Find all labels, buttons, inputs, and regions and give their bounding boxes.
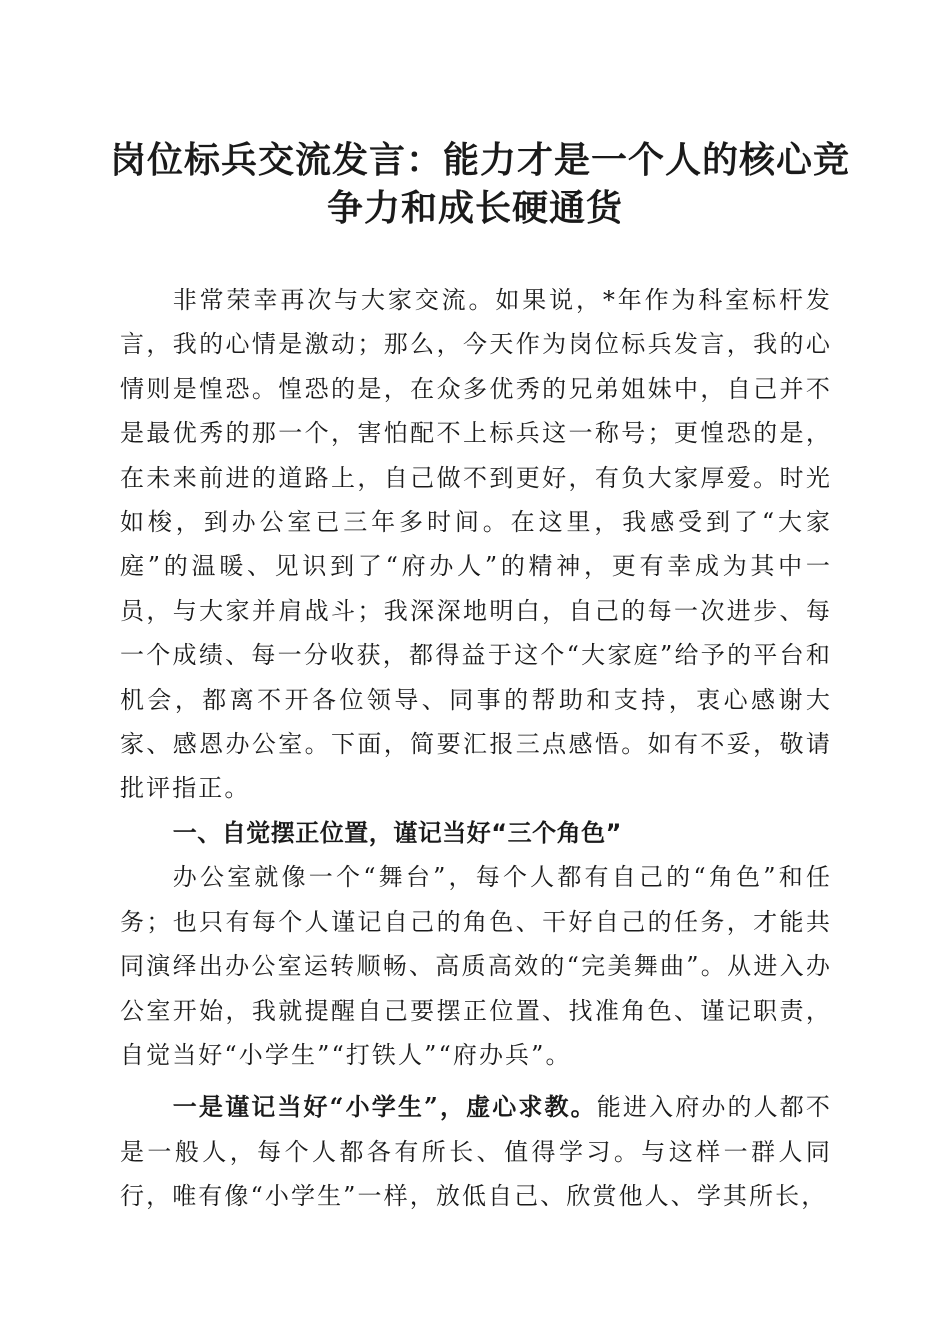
paragraph-point-1-text: 能进入府办的人都不是一般人，每个人都各有所长、值得学习。与这样一群人同行，唯有像“小学生”一样，放低自己、欣赏他人、学其所长， (120, 1093, 832, 1211)
document-body (120, 278, 832, 1219)
paragraph-point-1 (120, 1085, 832, 1218)
document-title (110, 136, 851, 232)
section-heading-1: 一、自觉摆正位置，谨记当好“三个角色” (172, 818, 622, 847)
paragraph-point-1-lead: 一是谨记当好“小学生”，虚心求教。 (172, 1092, 597, 1122)
paragraph-section-1: 办公室就像一个“舞台”，每个人都有自己的“角色”和任务；也只有每个人谨记自己的角色、干好自己的任务，才能共同演绎出办公室运转顺畅、高质高效的“完美舞曲”。从进入办公室开始，我就提醒自己要摆正位置、找准角色、谨记职责，自觉当好“小学生”“打铁人”“府办兵”。 (120, 863, 832, 1069)
title-line-1: 岗位标兵交流发言：能力才是一个人的核心竞 (110, 139, 851, 181)
title-line-2: 争力和成长硬通货 (326, 187, 623, 229)
paragraph-intro: 非常荣幸再次与大家交流。如果说，*年作为科室标杆发言，我的心情是激动；那么，今天作为岗位标兵发言，我的心情则是惶恐。惶恐的是，在众多优秀的兄弟姐妹中，自己并不是最优秀的那一个，害怕配不上标兵这一称号；更惶恐的是，在未来前进的道路上，自己做不到更好，有负大家厚爱。时光如梭，到办公室已三年多时间。在这里，我感受到了“大家庭”的温暖、见识到了“府办人”的精神，更有幸成为其中一员，与大家并肩战斗；我深深地明白，自己的每一次进步、每一个成绩、每一分收获，都得益于这个“大家庭”给予的平台和机会，都离不开各位领导、同事的帮助和支持，衷心感谢大家、感恩办公室。下面，简要汇报三点感悟。如有不妥，敬请批评指正。 (120, 286, 832, 803)
